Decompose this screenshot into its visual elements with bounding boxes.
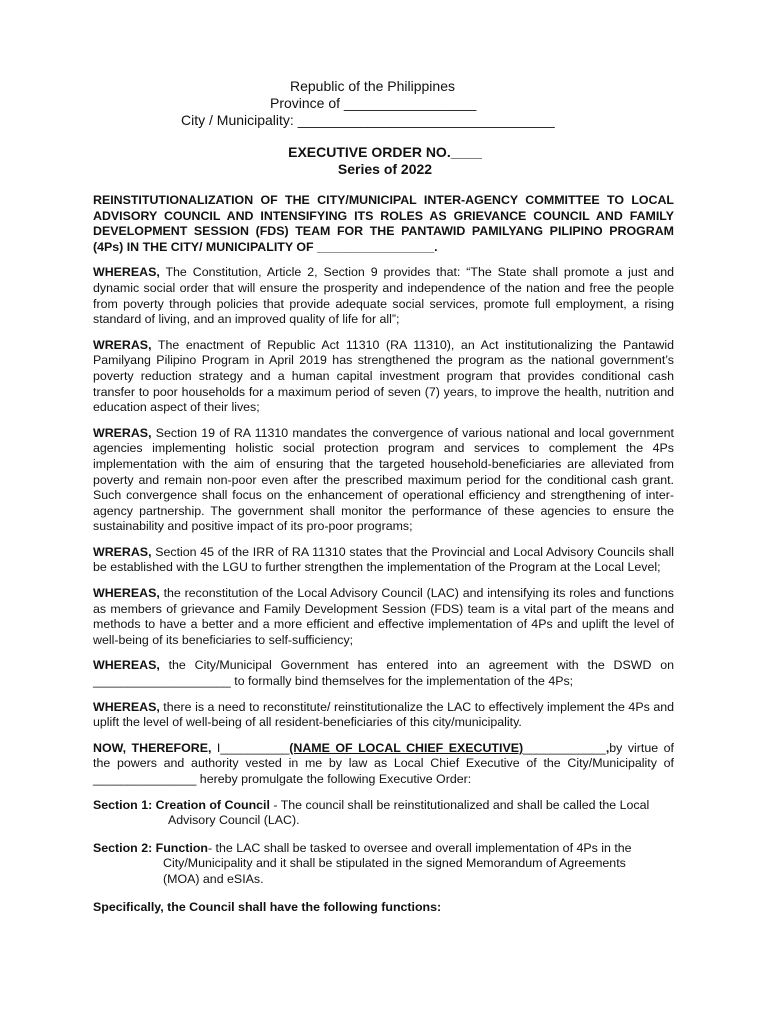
- section-text-line-2: Advisory Council (LAC).: [168, 813, 300, 828]
- whereas-clause-3: [93, 426, 674, 535]
- executive-order-number: EXECUTIVE ORDER NO.____: [288, 144, 482, 160]
- section-text-line-1: - The council shall be reinstitutionalized and shall be called the Local: [269, 797, 650, 812]
- clause-lead: WHEREAS,: [93, 699, 160, 714]
- clause-text: Section 19 of RA 11310 mandates the convergence of various national and local government agencies implementing holistic social protection program and services to complement the 4Ps implementation with the aim of ensuring that the targeted household-beneficiaries are alleviated from poverty and remain non-poor even after the prescribed maximum period for the conditional cash grant. Such convergence shall focus on the enhancement of operational efficiency and strengthening of inter-agency partnership. The government shall monitor the performance of these agencies to ensure the sustainability and positive impact of its pro-poor programs;: [93, 425, 674, 534]
- whereas-clause-6: [93, 658, 674, 689]
- clause-text: The Constitution, Article 2, Section 9 provides that: “The State shall promote a just and dynamic social order that will ensure the prosperity and independence of the nation and free the people from poverty through policies that provide adequate social services, promote full employment, a rising standard of living, and an improved quality of life for all”;: [93, 265, 674, 327]
- document-body: [93, 193, 674, 915]
- now-therefore-blank-1: __________: [220, 740, 290, 755]
- clause-lead: WHEREAS,: [93, 265, 160, 280]
- section-2-function: [93, 841, 674, 888]
- now-therefore-blank-2: ____________: [523, 740, 606, 755]
- clause-text: the City/Municipal Government has entered into an agreement with the DSWD on ____________________ to formally bind themselves for the implementation of the 4Ps;: [93, 658, 674, 689]
- section-text-line-3: (MOA) and eSIAs.: [163, 871, 264, 886]
- section-text-line-1: - the LAC shall be tasked to oversee and overall implementation of 4Ps in the: [207, 840, 632, 855]
- now-therefore-pre: I: [211, 740, 221, 755]
- now-therefore-text: by virtue of the powers and authority vested in me by law as Local Chief Executive of the City/Municipality of _______________ hereby promulgate the following Executive Order:: [93, 740, 674, 786]
- clause-lead: WHEREAS,: [93, 586, 160, 601]
- clause-text: there is a need to reconstitute/ reinstitutionalize the LAC to effectively implement the 4Ps and uplift the level of well-being of all resident-beneficiaries of this city/municipality.: [93, 699, 674, 730]
- whereas-clause-5: [93, 586, 674, 648]
- executive-order-series: Series of 2022: [337, 161, 433, 177]
- clause-lead: WRERAS,: [93, 425, 152, 440]
- local-chief-executive-name-placeholder: (NAME OF LOCAL CHIEF EXECUTIVE): [289, 740, 524, 755]
- clause-text: The enactment of Republic Act 11310 (RA 11310), an Act institutionalizing the Pantawid Pamilyang Pilipino Program in April 2019 has strengthened the program as the national government’s poverty reduction strategy and a human capital investment program that provides conditional cash transfer to poor households for a maximum period of seven (7) years, to improve the health, nutrition and education aspect of their lives;: [93, 337, 674, 415]
- clause-text: Section 45 of the IRR of RA 11310 states that the Provincial and Local Advisory Councils shall be established with the LGU to further strengthen the implementation of the Program at the Local Level;: [93, 544, 674, 575]
- section-label: Section 1: Creation of Council: [93, 797, 270, 812]
- now-therefore-comma: ,: [605, 740, 610, 755]
- section-text-line-2: City/Municipality and it shall be stipulated in the signed Memorandum of Agreements: [163, 856, 626, 871]
- specific-functions-heading: Specifically, the Council shall have the following functions:: [93, 899, 442, 914]
- now-therefore-lead: NOW, THEREFORE,: [93, 740, 212, 755]
- header-city-municipality: City / Municipality: _________________________________: [181, 112, 555, 128]
- header-province: Province of _________________: [270, 95, 477, 111]
- clause-text: the reconstitution of the Local Advisory Council (LAC) and intensifying its roles and functions as members of grievance and Family Development Session (FDS) team is a vital part of the means and methods to have a better and a more efficient and effective implementation of 4Ps and uplift the level of well-being of its beneficiaries to self-sufficiency;: [93, 586, 674, 647]
- clause-lead: WHEREAS,: [93, 658, 160, 673]
- header-republic: Republic of the Philippines: [290, 78, 455, 94]
- whereas-clause-1: [93, 265, 674, 327]
- whereas-clause-7: [93, 700, 674, 731]
- clause-lead: WRERAS,: [93, 337, 152, 352]
- whereas-clause-2: [93, 338, 674, 416]
- whereas-clause-4: [93, 545, 674, 576]
- now-therefore-clause: [93, 741, 674, 788]
- order-subject: REINSTITUTIONALIZATION OF THE CITY/MUNICIPAL INTER-AGENCY COMMITTEE TO LOCAL ADVISORY COUNCIL AND INTENSIFYING ITS ROLES AS GRIEVANCE COUNCIL AND FAMILY DEVELOPMENT SESSION (FDS) TEAM FOR THE PANTAWID PAMILYANG PILIPINO PROGRAM (4Ps) IN THE CITY/ MUNICIPALITY OF _________________.: [93, 193, 674, 254]
- section-label: Section 2: Function: [93, 840, 208, 855]
- section-1-creation-of-council: [93, 798, 674, 829]
- executive-order-title-block: [0, 144, 768, 178]
- clause-lead: WRERAS,: [93, 544, 152, 559]
